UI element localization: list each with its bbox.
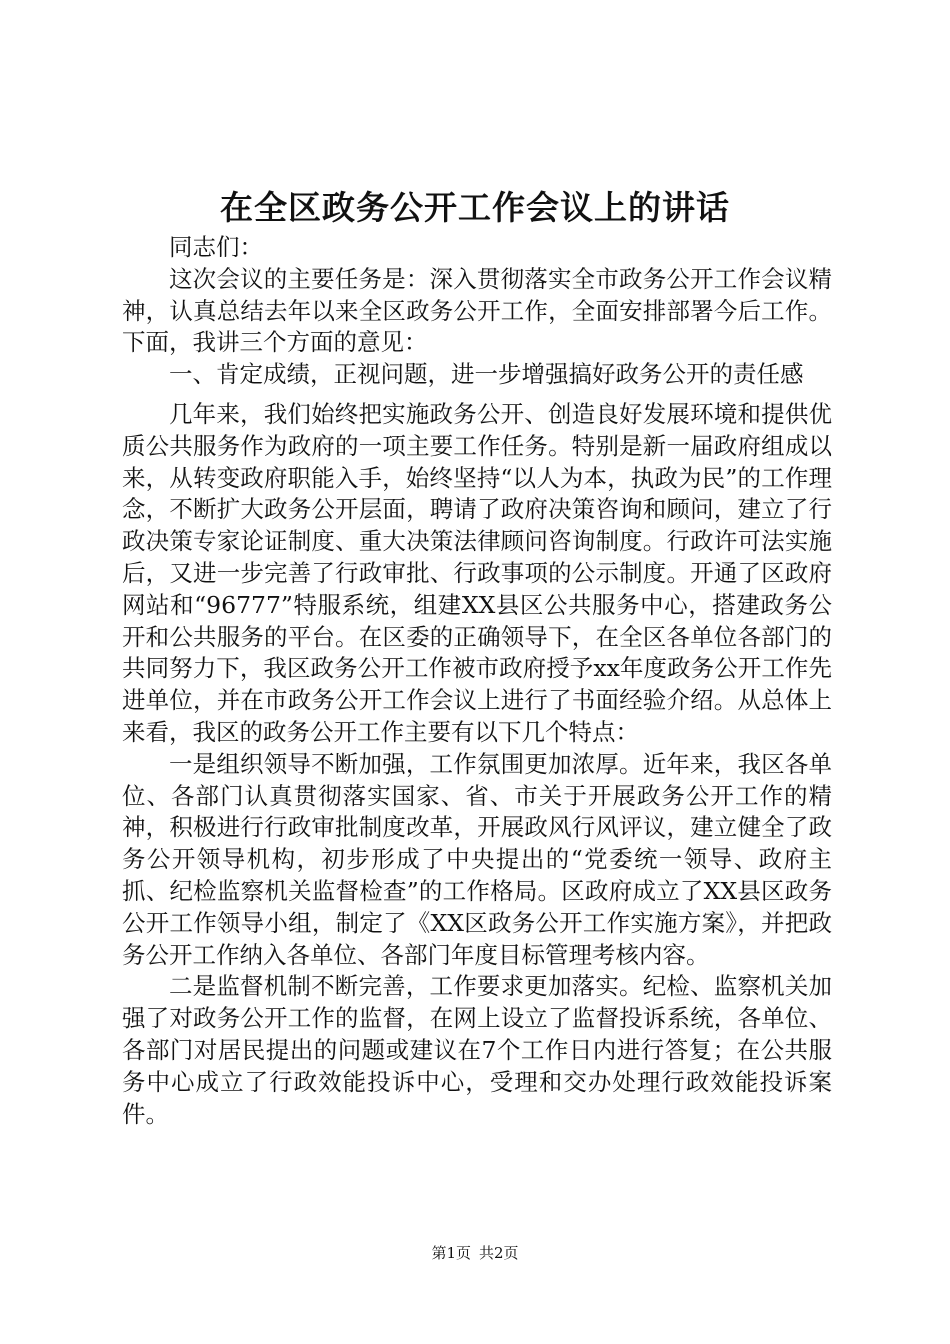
body-paragraph: 一是组织领导不断加强，工作氛围更加浓厚。近年来，我区各单位、各部门认真贯彻落实国家、省、市关于开展政务公开工作的精神，积极进行行政审批制度改革，开展政风行风评议，建立健全了政务公开领导机构，初步形成了中央提出的“党委统一领导、政府主抓、纪检监察机关监督检查”的工作格局。区政府成立了XX县区政务公开工作领导小组，制定了《XX区政务公开工作实施方案》，并把政务公开工作纳入各单位、各部门年度目标管理考核内容。: [122, 749, 832, 969]
document-body: [122, 232, 832, 1130]
page-number: 第1页: [431, 1244, 471, 1262]
document-title: 在全区政务公开工作会议上的讲话: [220, 188, 730, 227]
body-paragraph: 二是监督机制不断完善，工作要求更加落实。纪检、监察机关加强了对政务公开工作的监督，在网上设立了监督投诉系统，各单位、各部门对居民提出的问题或建议在7个工作日内进行答复；在公共服务中心成立了行政效能投诉中心，受理和交办处理行政效能投诉案件。: [122, 972, 832, 1128]
page-total: 共2页: [479, 1244, 519, 1262]
page-footer: [0, 1243, 950, 1263]
section-heading: 一、肯定成绩，正视问题，进一步增强搞好政务公开的责任感: [169, 360, 804, 389]
intro-paragraph: 这次会议的主要任务是：深入贯彻落实全市政务公开工作会议精神，认真总结去年以来全区政务公开工作，全面安排部署今后工作。下面，我讲三个方面的意见：: [122, 264, 832, 357]
salutation-paragraph: 同志们：: [169, 233, 263, 261]
body-paragraph: 几年来，我们始终把实施政务公开、创造良好发展环境和提供优质公共服务作为政府的一项主要工作任务。特别是新一届政府组成以来，从转变政府职能入手，始终坚持“以人为本，执政为民”的工作理念，不断扩大政务公开层面，聘请了政府决策咨询和顾问，建立了行政决策专家论证制度、重大决策法律顾问咨询制度。行政许可法实施后，又进一步完善了行政审批、行政事项的公示制度。开通了区政府网站和“96777”特服系统，组建XX县区公共服务中心，搭建政务公开和公共服务的平台。在区委的正确领导下，在全区各单位各部门的共同努力下，我区政务公开工作被市政府授予xx年度政务公开工作先进单位，并在市政务公开工作会议上进行了书面经验介绍。从总体上来看，我区的政务公开工作主要有以下几个特点：: [122, 399, 832, 746]
